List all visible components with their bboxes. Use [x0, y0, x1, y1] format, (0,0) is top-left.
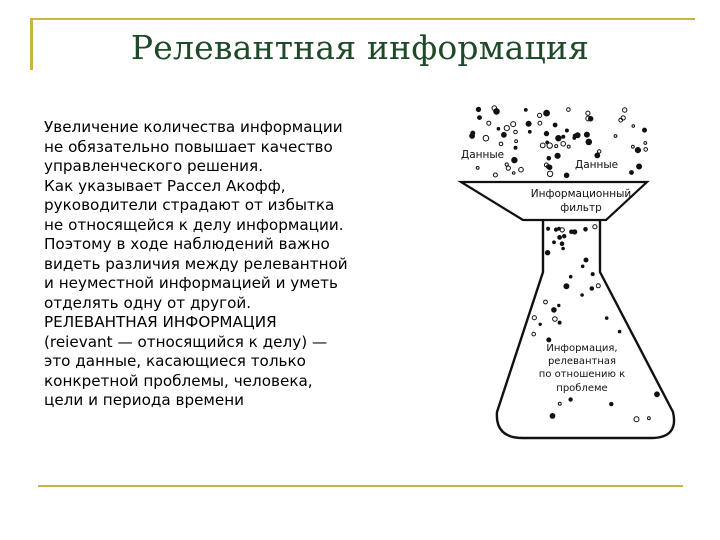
data-particle	[558, 304, 560, 306]
data-particle	[618, 330, 621, 333]
data-particle	[648, 417, 651, 420]
data-particle	[558, 321, 561, 324]
data-particle	[554, 228, 557, 231]
data-particle	[545, 251, 549, 255]
data-particle	[532, 332, 536, 336]
filter-label-line2: фильтр	[560, 202, 602, 214]
data-particle	[539, 323, 541, 325]
data-particle	[553, 123, 557, 127]
data-particle	[567, 145, 570, 148]
frame-top-rule	[30, 18, 695, 20]
data-particle	[505, 163, 508, 166]
data-particle	[555, 153, 560, 158]
filter-label-line1: Информационный	[530, 188, 632, 200]
data-label-right: Данные	[575, 159, 619, 171]
body-line: не обязательно повышает качество	[44, 137, 333, 156]
data-particle	[632, 125, 635, 128]
data-particle	[506, 166, 510, 170]
slide-body-text	[44, 118, 404, 411]
data-particle	[586, 139, 592, 145]
flask-label-line2: релевантная	[547, 356, 617, 367]
data-particle	[478, 116, 482, 120]
data-particle	[558, 236, 562, 240]
flask	[497, 220, 674, 438]
data-particle	[471, 131, 475, 135]
body-line: РЕЛЕВАНТНАЯ ИНФОРМАЦИЯ	[44, 313, 277, 331]
body-line: (reievant — относящийся к делу) —	[44, 332, 328, 351]
slide-title: Релевантная информация	[130, 28, 590, 67]
data-particle	[547, 156, 551, 160]
data-particle	[502, 132, 507, 137]
data-particle	[623, 108, 627, 112]
data-particle	[519, 167, 524, 172]
data-particle	[584, 228, 588, 232]
data-particle	[569, 275, 572, 278]
data-particle	[547, 338, 551, 342]
data-particle	[499, 142, 503, 146]
data-particle	[595, 153, 600, 158]
data-particle	[610, 402, 613, 405]
data-particle	[555, 145, 558, 148]
body-line: Поэтому в ходе наблюдений важно	[44, 235, 330, 253]
data-particle	[511, 122, 516, 127]
data-particle	[550, 414, 555, 419]
data-particle	[565, 129, 568, 132]
data-particle	[538, 121, 542, 125]
data-particle	[637, 164, 642, 169]
data-particle	[596, 284, 600, 288]
body-line: конкретной проблемы, человека,	[44, 371, 313, 390]
data-particle	[562, 135, 565, 138]
data-particle	[634, 417, 639, 422]
data-particle	[590, 287, 594, 291]
data-particle	[630, 171, 634, 175]
data-particle	[644, 142, 647, 145]
information-filter-illustration	[455, 100, 680, 450]
data-particle	[621, 116, 625, 120]
data-particle	[584, 132, 589, 137]
data-particle	[564, 173, 569, 178]
data-particle	[567, 108, 571, 112]
data-particle	[561, 142, 566, 147]
data-particle	[476, 107, 480, 111]
body-line: и неуместной информацией и уметь	[44, 274, 338, 292]
data-particle	[540, 143, 545, 148]
data-particle	[643, 128, 647, 132]
data-particle	[556, 136, 561, 141]
data-particle	[524, 109, 527, 112]
data-particle	[598, 150, 601, 153]
body-line: руководители страдают от избытка	[44, 196, 335, 214]
data-particle	[562, 247, 565, 250]
body-line: не относящейся к делу информации.	[44, 215, 344, 234]
data-particle	[483, 135, 489, 141]
data-particle	[552, 308, 557, 313]
data-particle	[532, 316, 536, 320]
data-particle	[560, 242, 564, 246]
body-line: это данные, касающиеся только	[44, 352, 306, 370]
data-particle	[544, 300, 548, 304]
body-line: Увеличение количества информации	[44, 118, 343, 136]
flask-label-line1: Информация,	[546, 343, 618, 354]
data-particle	[635, 148, 640, 153]
data-particle	[544, 131, 548, 135]
flask-label-line3: по отношению к	[538, 369, 626, 380]
data-particle	[584, 258, 588, 262]
body-line: Как указывает Рассел Акофф,	[44, 176, 286, 195]
data-particle	[614, 135, 617, 138]
data-particle	[514, 130, 518, 134]
body-line: отделять одну от другой.	[44, 293, 252, 312]
data-particle	[564, 284, 569, 289]
frame-bottom-rule	[38, 485, 683, 487]
data-particle	[558, 402, 561, 405]
data-label-left: Данные	[461, 149, 505, 161]
data-particle	[528, 130, 531, 133]
data-particle	[591, 273, 594, 276]
data-particle	[547, 143, 552, 148]
body-line: цели и периода времени	[44, 391, 245, 409]
data-particle	[538, 113, 542, 117]
data-particle	[512, 172, 515, 175]
data-particle	[572, 230, 576, 234]
data-particle	[476, 167, 479, 170]
data-particle	[573, 137, 576, 140]
data-particle	[581, 265, 584, 268]
body-line: видеть различия между релевантной	[44, 254, 348, 273]
data-particle	[515, 140, 518, 143]
data-particle	[547, 227, 550, 230]
body-line: управленческого решения.	[44, 157, 264, 175]
data-particle	[487, 121, 491, 125]
data-particle	[553, 241, 556, 244]
data-particle	[493, 173, 497, 177]
data-particle	[544, 110, 550, 116]
data-particle	[644, 148, 648, 152]
data-particle	[586, 111, 590, 115]
data-particle	[526, 121, 531, 126]
data-particle	[581, 294, 584, 297]
data-particle	[547, 171, 552, 176]
data-particle	[497, 127, 500, 130]
data-particle	[504, 126, 509, 131]
data-particle	[605, 317, 608, 320]
data-particle	[593, 225, 597, 229]
data-particle	[569, 398, 572, 401]
data-particle	[632, 145, 635, 148]
flask-label-line4: проблеме	[556, 383, 608, 394]
data-particle	[553, 317, 558, 322]
data-particle	[514, 146, 517, 149]
data-particle	[512, 157, 517, 162]
data-particle	[563, 235, 566, 238]
data-particle	[655, 392, 660, 397]
